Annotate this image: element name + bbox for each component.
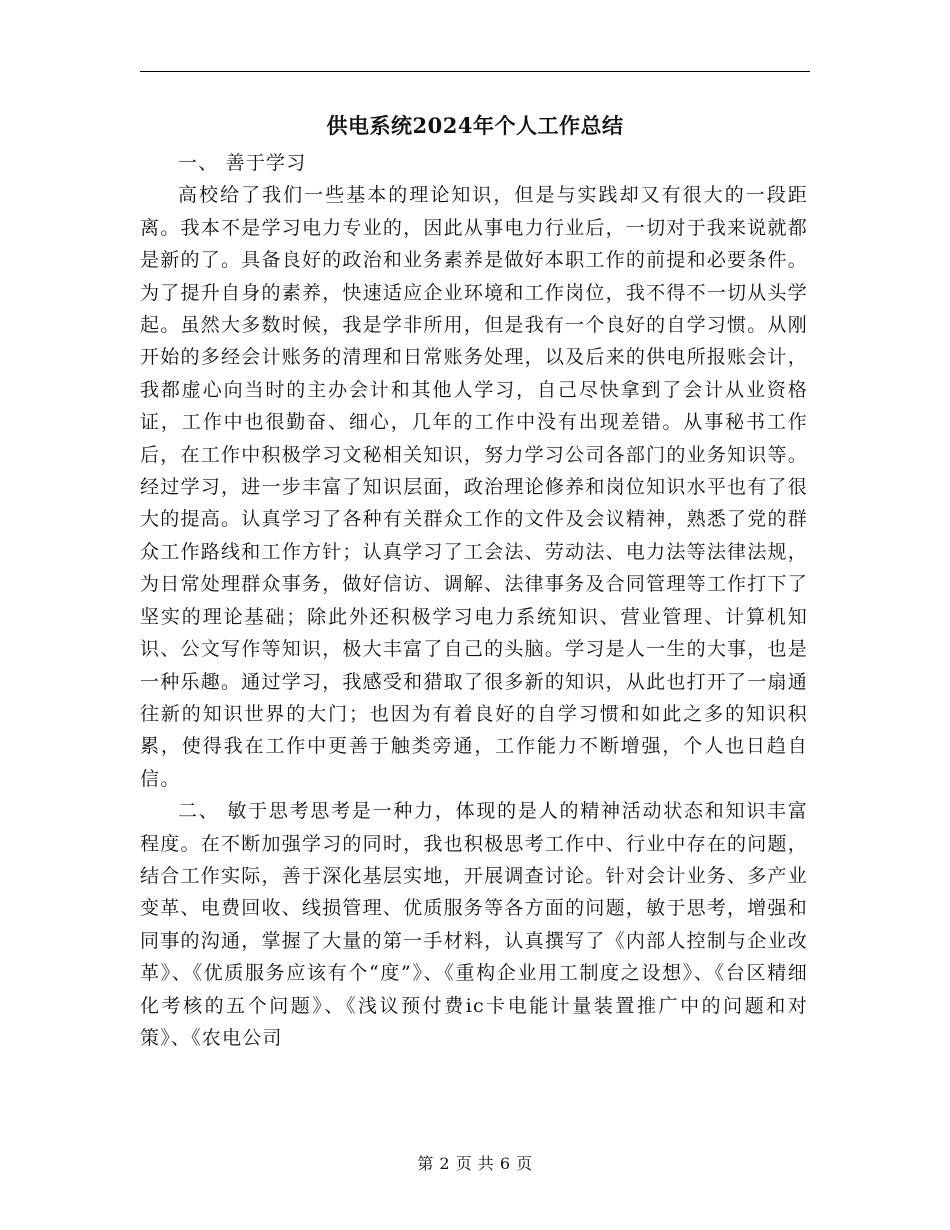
document-body bbox=[140, 147, 808, 1054]
document-title: 供电系统2024年个人工作总结 bbox=[326, 113, 624, 138]
header-rule bbox=[140, 71, 810, 72]
section-heading-learning: 一、 善于学习 bbox=[178, 152, 307, 174]
paragraph-learning: 高校给了我们一些基本的理论知识，但是与实践却又有很大的一段距离。我本不是学习电力专业的，因此从事电力行业后，一切对于我来说就都是新的了。具备良好的政治和业务素养是做好本职工作的前提和必要条件。为了提升自身的素养，快速适应企业环境和工作岗位，我不得不一切从头学起。虽然大多数时候，我是学非所用，但是我有一个良好的自学习惯。从刚开始的多经会计账务的清理和日常账务处理，以及后来的供电所报账会计，我都虚心向当时的主办会计和其他人学习，自己尽快拿到了会计从业资格证，工作中也很勤奋、细心，几年的工作中没有出现差错。从事秘书工作后，在工作中积极学习文秘相关知识，努力学习公司各部门的业务知识等。经过学习，进一步丰富了知识层面，政治理论修养和岗位知识水平也有了很大的提高。认真学习了各种有关群众工作的文件及会议精神，熟悉了党的群众工作路线和工作方针；认真学习了工会法、劳动法、电力法等法律法规，为日常处理群众事务，做好信访、调解、法律事务及合同管理等工作打下了坚实的理论基础；除此外还积极学习电力系统知识、营业管理、计算机知识、公文写作等知识，极大丰富了自己的头脑。学习是人一生的大事，也是一种乐趣。通过学习，我感受和猎取了很多新的知识，从此也打开了一扇通往新的知识世界的大门；也因为有着良好的自学习惯和如此之多的知识积累，使得我在工作中更善于触类旁通，工作能力不断增强，个人也日趋自信。 bbox=[140, 184, 808, 790]
page-footer: 第 2 页 共 6 页 bbox=[417, 1154, 533, 1173]
paragraph-thinking: 二、 敏于思考思考是一种力，体现的是人的精神活动状态和知识丰富程度。在不断加强学习的同时，我也积极思考工作中、行业中存在的问题，结合工作实际，善于深化基层实地，开展调查讨论。针对会计业务、多产业变革、电费回收、线损管理、优质服务等各方面的问题，敏于思考，增强和同事的沟通，掌握了大量的第一手材料，认真撰写了《内部人控制与企业改革》、《优质服务应该有个“度”》、《重构企业用工制度之设想》、《台区精细化考核的五个问题》、《浅议预付费ic卡电能计量装置推广中的问题和对策》、《农电公司 bbox=[140, 800, 808, 1049]
